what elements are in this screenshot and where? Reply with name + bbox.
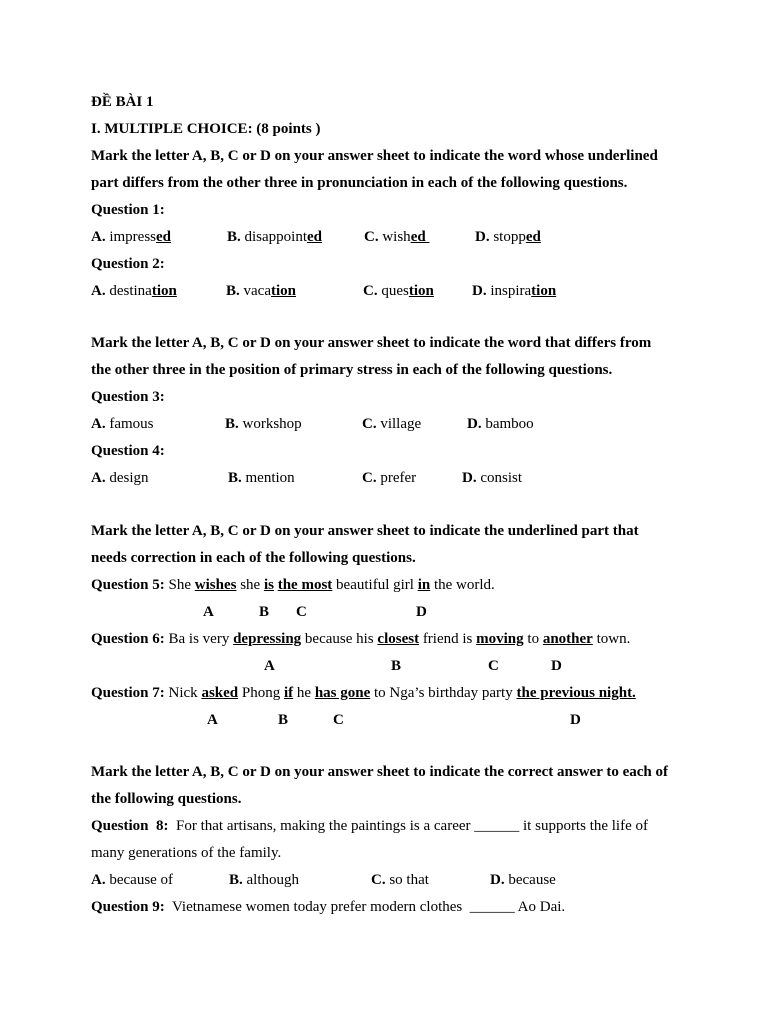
q5-mark-b: B — [259, 604, 270, 620]
exam-title: ĐỀ BÀI 1 — [91, 94, 154, 110]
option-letter: A. — [91, 283, 106, 299]
q3-option-d: D. bamboo — [467, 416, 534, 432]
question-5-label: Question 5: — [91, 577, 165, 593]
question-2-label: Question 2: — [91, 256, 165, 272]
underlined-part: tion — [408, 283, 434, 299]
q1-option-b: B. disappointed — [227, 229, 323, 245]
q1-option-c: C. wished — [364, 229, 430, 245]
option-letter: C. — [364, 229, 379, 245]
q6-mark-d: D — [551, 658, 562, 674]
underlined-part-b: if — [283, 685, 294, 701]
q8-option-b: B. although — [229, 872, 300, 888]
underlined-part: ed — [307, 229, 323, 245]
q5-mark-a: A — [203, 604, 214, 620]
option-letter: D. — [467, 416, 482, 432]
q2-option-a: A. destination — [91, 283, 177, 299]
q8-option-c: C. so that — [371, 872, 429, 888]
instruction-2-line-2: the other three in the position of primary stress in each of the following questions. — [91, 362, 613, 378]
question-8-stem-line-2: many generations of the family. — [91, 845, 282, 861]
question-9-stem: Question 9: Vietnamese women today prefer modern clothes ______ Ao Dai. — [91, 899, 566, 915]
q5-mark-c: C — [296, 604, 307, 620]
q7-mark-a: A — [207, 712, 218, 728]
instruction-4-line-2: the following questions. — [91, 791, 242, 807]
underlined-part: ed — [156, 229, 172, 245]
q4-option-c: C. prefer — [362, 470, 417, 486]
option-letter: B. — [229, 872, 243, 888]
q1-option-d: D. stopped — [475, 229, 541, 245]
q7-mark-c: C — [333, 712, 344, 728]
q4-option-a: A. design — [91, 470, 149, 486]
option-letter: C. — [362, 416, 377, 432]
option-letter: B. — [228, 470, 242, 486]
option-letter: A. — [91, 872, 106, 888]
option-letter: D. — [490, 872, 505, 888]
option-letter: A. — [91, 470, 106, 486]
question-4-label: Question 4: — [91, 443, 165, 459]
q4-option-b: B. mention — [228, 470, 295, 486]
underlined-part-d: another — [542, 631, 593, 647]
q8-option-d: D. because — [490, 872, 556, 888]
option-letter: C. — [371, 872, 386, 888]
option-letter: D. — [462, 470, 477, 486]
instruction-4-line-1: Mark the letter A, B, C or D on your answer sheet to indicate the correct answer to each of — [91, 764, 668, 780]
underlined-part: ed — [410, 229, 430, 245]
question-5-sentence: Question 5: She wishes she is the most beautiful girl in the world. — [91, 577, 495, 593]
q4-option-d: D. consist — [462, 470, 523, 486]
q7-mark-b: B — [278, 712, 289, 728]
option-letter: B. — [225, 416, 239, 432]
q2-option-c: C. question — [363, 283, 434, 299]
question-7-sentence: Question 7: Nick asked Phong if he has gone to Nga’s birthday party the previous night. — [91, 685, 636, 701]
q3-option-b: B. workshop — [225, 416, 302, 432]
underlined-part-d: the previous night. — [516, 685, 636, 701]
option-letter: C. — [363, 283, 378, 299]
underlined-part-b: closest — [377, 631, 420, 647]
question-8-label: Question 8: — [91, 818, 169, 834]
underlined-part-d: in — [417, 577, 431, 593]
underlined-part: tion — [271, 283, 297, 299]
question-3-label: Question 3: — [91, 389, 165, 405]
option-letter: A. — [91, 229, 106, 245]
option-letter: B. — [227, 229, 241, 245]
q6-mark-c: C — [488, 658, 499, 674]
option-letter: B. — [226, 283, 240, 299]
option-letter: C. — [362, 470, 377, 486]
q7-mark-d: D — [570, 712, 581, 728]
underlined-part-c: moving — [476, 631, 524, 647]
underlined-part-c: has gone — [314, 685, 371, 701]
q3-option-c: C. village — [362, 416, 422, 432]
underlined-part: tion — [531, 283, 557, 299]
question-7-label: Question 7: — [91, 685, 165, 701]
section-heading: I. MULTIPLE CHOICE: (8 points ) — [91, 121, 321, 137]
instruction-1-line-2: part differs from the other three in pronunciation in each of the following questions. — [91, 175, 628, 191]
question-6-label: Question 6: — [91, 631, 165, 647]
q2-option-d: D. inspiration — [472, 283, 557, 299]
q8-option-a: A. because of — [91, 872, 174, 888]
underlined-part-a: depressing — [233, 631, 302, 647]
option-letter: D. — [472, 283, 487, 299]
underlined-part: tion — [151, 283, 177, 299]
question-6-sentence: Question 6: Ba is very depressing because his closest friend is moving to another town. — [91, 631, 631, 647]
q6-mark-a: A — [264, 658, 275, 674]
q2-option-b: B. vacation — [226, 283, 297, 299]
q5-mark-d: D — [416, 604, 427, 620]
instruction-2-line-1: Mark the letter A, B, C or D on your answer sheet to indicate the word that differs from — [91, 335, 652, 351]
underlined-part-a: wishes — [194, 577, 237, 593]
q3-option-a: A. famous — [91, 416, 154, 432]
question-8-stem: Question 8: For that artisans, making the paintings is a career ______ it supports the life of — [91, 818, 648, 834]
underlined-part-c: the most — [277, 577, 333, 593]
underlined-part-b: is — [263, 577, 274, 593]
instruction-1-line-1: Mark the letter A, B, C or D on your answer sheet to indicate the word whose underlined — [91, 148, 658, 164]
question-9-label: Question 9: — [91, 899, 165, 915]
underlined-part-a: asked — [201, 685, 239, 701]
question-1-label: Question 1: — [91, 202, 165, 218]
q1-option-a: A. impressed — [91, 229, 172, 245]
q6-mark-b: B — [391, 658, 402, 674]
option-letter: D. — [475, 229, 490, 245]
instruction-3-line-1: Mark the letter A, B, C or D on your answer sheet to indicate the underlined part that — [91, 523, 639, 539]
instruction-3-line-2: needs correction in each of the following questions. — [91, 550, 416, 566]
option-letter: A. — [91, 416, 106, 432]
underlined-part: ed — [525, 229, 541, 245]
